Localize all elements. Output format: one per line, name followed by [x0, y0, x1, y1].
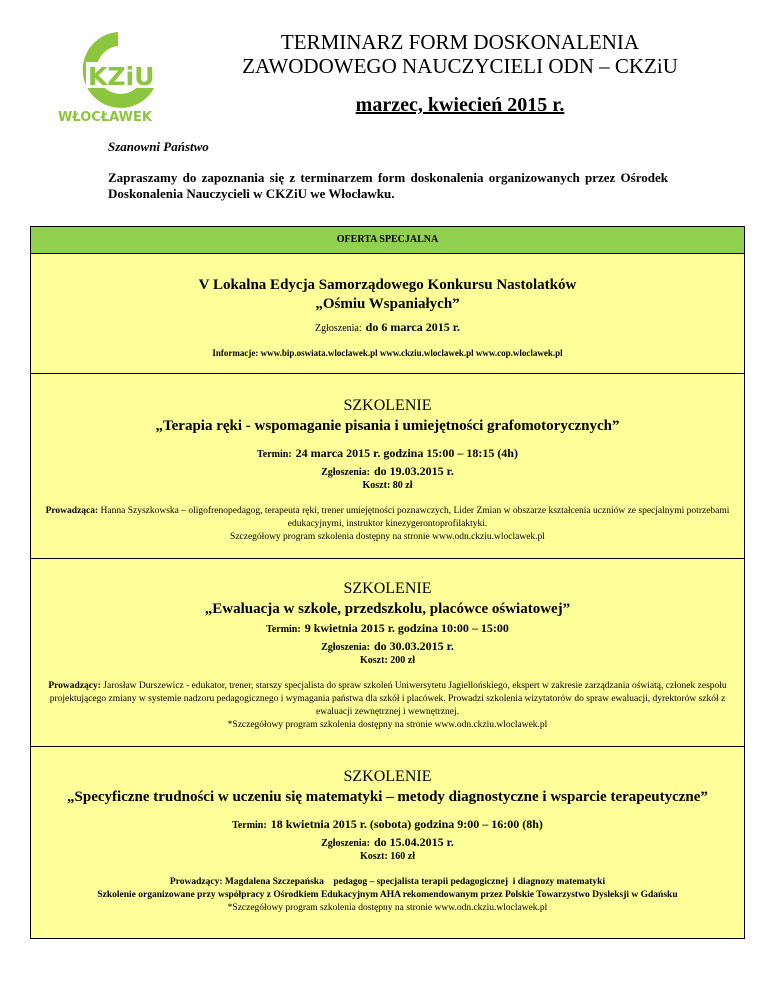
event-name: „Ewaluacja w szkole, przedszkolu, placówce oświatowej” [204, 601, 571, 617]
term-label: Termin: [266, 624, 301, 635]
info-links: Informacje: www.bip.oswiata.wloclawek.pl www.ckziu.wloclawek.pl www.cop.wloclawek.pl [212, 348, 563, 358]
title-line-2: ZAWODOWEGO NAUCZYCIELI ODN – CKZiU [242, 54, 678, 78]
term-value: 9 kwietnia 2015 r. godzina 10:00 – 15:00 [304, 621, 509, 635]
term-value: 24 marca 2015 r. godzina 15:00 – 18:15 (4h) [295, 446, 518, 460]
ckziu-logo [56, 26, 192, 126]
svg-text:WŁOCŁAWEK: WŁOCŁAWEK [58, 110, 152, 125]
deadline-value: do 19.03.2015 r. [373, 464, 454, 478]
deadline-value: do 30.03.2015 r. [373, 639, 454, 653]
cost: Koszt: 160 zł [360, 851, 415, 862]
event-training-evaluation [31, 559, 744, 747]
event-kind: SZKOLENIE [343, 768, 432, 785]
deadline-label: Zgłoszenia: [321, 642, 370, 653]
deadline-label: Zgłoszenia: [321, 838, 370, 849]
event-kind: SZKOLENIE [343, 580, 432, 597]
deadline-label: Zgłoszenia: [321, 467, 370, 478]
salutation: Szanowni Państwo [108, 139, 209, 154]
deadline-value: do 6 marca 2015 r. [365, 320, 460, 334]
program-note: *Szczegółowy program szkolenia dostępny na stronie www.odn.ckziu.wloclawek.pl [227, 720, 548, 730]
program-note: Szczegółowy program szkolenia dostępny na stronie www.odn.ckziu.wloclawek.pl [230, 532, 545, 542]
event-name: „Terapia ręki - wspomaganie pisania i umiejętności grafomotorycznych” [155, 418, 620, 434]
leader-label: Prowadząca: [45, 506, 99, 516]
event-kind: SZKOLENIE [343, 397, 432, 414]
cost: Koszt: 200 zł [360, 655, 415, 666]
leader-text: Hanna Szyszkowska – oligofrenopedagog, terapeuta ręki, trener umiejętności poznawczych, Lider Zmian w obszarze kształcenia uczniów ze specjalnymi potrzebami edukacyjnymi, instruktor kinezygerontoprofilaktyki. [100, 506, 730, 529]
deadline-value: do 15.04.2015 r. [373, 835, 454, 849]
leader-label: Prowadzący: [48, 681, 101, 691]
offer-table [30, 226, 745, 939]
event-name: „Specyficzne trudności w uczeniu się matematyki – metody diagnostyczne i wsparcie terapeutyczne” [67, 789, 708, 805]
intro-paragraph: Zapraszamy do zapoznania się z terminarzem form doskonalenia organizowanych przez Ośrodek Doskonalenia Nauczycieli w CKZiU we Włocławku. [108, 170, 668, 201]
term-label: Termin: [257, 449, 292, 460]
svg-text:KZiU: KZiU [88, 62, 155, 91]
leader-info [31, 680, 744, 732]
program-note: *Szczegółowy program szkolenia dostępny na stronie www.odn.ckziu.wloclawek.pl [227, 903, 548, 913]
deadline-label: Zgłoszenia: [315, 323, 362, 334]
event-training-math [31, 747, 744, 938]
title-line-1: TERMINARZ FORM DOSKONALENIA [280, 30, 640, 54]
event-title-line-2: „Ośmiu Wspaniałych” [315, 296, 460, 312]
leader-text: Jarosław Durszewicz - edukator, trener, starszy specjalista do spraw szkoleń Uniwersytetu Jagiellońskiego, ekspert w zakresie zarządzania oświatą, członek zespołu projektującego zmiany w systemie nadzoru pedagogicznego i wymagania państwa dla szkół i placówek. Prowadzi szkolenia wizytatorów do spraw ewaluacji, dyrektorów szkół z ewaluacji zewnętrznej i wewnętrznej. [49, 681, 727, 717]
offer-header: OFERTA SPECJALNA [31, 227, 744, 254]
leader-info [31, 505, 744, 544]
term-value: 18 kwietnia 2015 r. (sobota) godzina 9:00 – 16:00 (8h) [270, 817, 543, 831]
event-training-hand-therapy [31, 374, 744, 559]
leader-line: Prowadzący: Magdalena Szczepańska pedagog – specjalista terapii pedagogicznej i diagnozy matematyki [169, 877, 606, 887]
partner-line: Szkolenie organizowane przy współpracy z Ośrodkiem Edukacyjnym AHA rekomendowanym przez Polskie Towarzystwo Dysleksji w Gdańsku [97, 890, 678, 900]
date-range: marzec, kwiecień 2015 r. [355, 94, 565, 116]
term-label: Termin: [232, 820, 267, 831]
ckziu-logo-icon [56, 26, 192, 126]
header [200, 30, 720, 117]
cost: Koszt: 80 zł [362, 480, 413, 491]
leader-info [31, 876, 744, 915]
event-title-line-1: V Lokalna Edycja Samorządowego Konkursu Nastolatków [198, 277, 577, 293]
event-contest [31, 254, 744, 374]
